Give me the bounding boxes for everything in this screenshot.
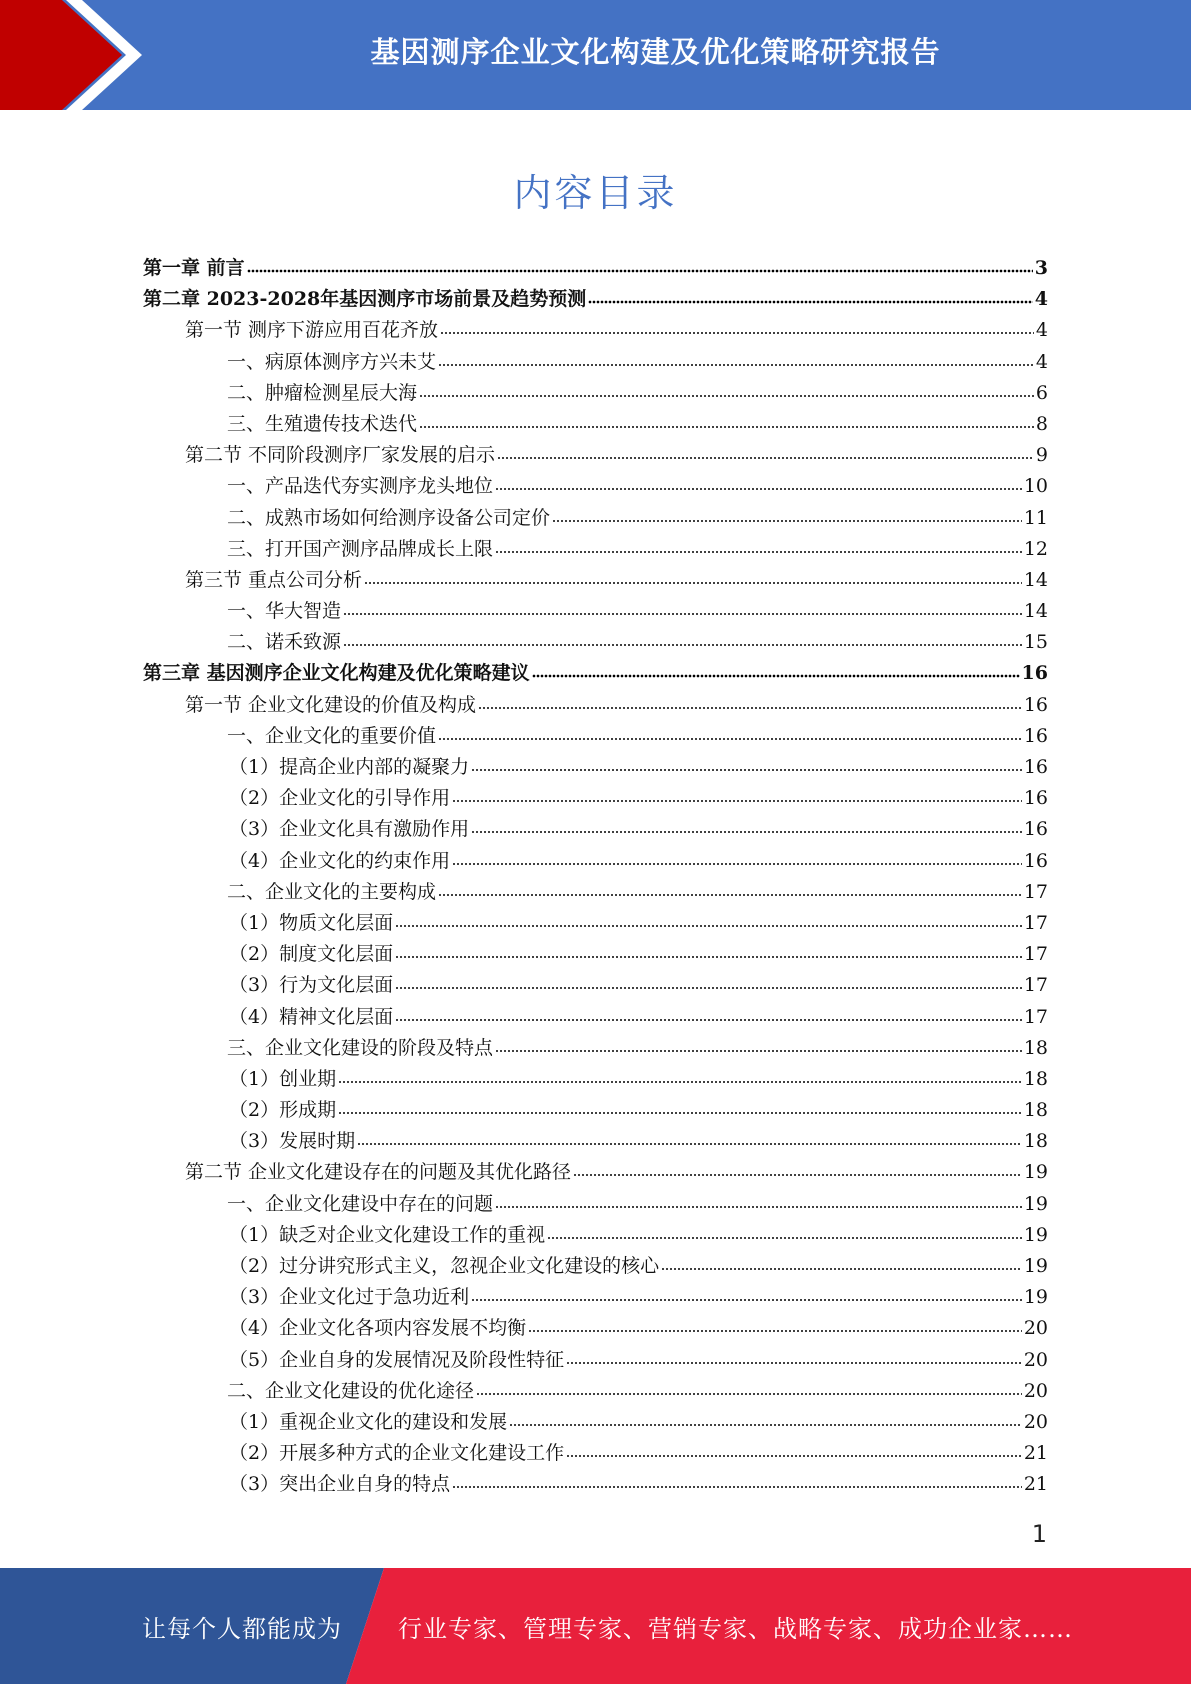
toc-entry-page: 20 xyxy=(1023,1410,1048,1433)
toc-entry[interactable] xyxy=(143,471,1048,502)
toc-entry-page: 6 xyxy=(1035,381,1048,404)
toc-entry-page: 20 xyxy=(1023,1317,1048,1340)
toc-entry[interactable] xyxy=(143,347,1048,378)
toc-entry[interactable] xyxy=(143,1033,1048,1064)
toc-entry-label: 二、成熟市场如何给测序设备公司定价 xyxy=(227,506,551,529)
toc-entry-page: 19 xyxy=(1023,1223,1048,1246)
footer-slogan-right: 行业专家、管理专家、营销专家、战略专家、成功企业家…… xyxy=(398,1614,1073,1643)
toc-entry-label: （1）物质文化层面 xyxy=(229,911,394,934)
toc-entry-label: 第一章 前言 xyxy=(143,257,245,279)
toc-entry-page: 16 xyxy=(1023,818,1048,841)
toc-entry-page: 16 xyxy=(1023,756,1048,778)
toc-entry-label: 第三章 基因测序企业文化构建及优化策略建议 xyxy=(143,662,530,685)
toc-entry[interactable] xyxy=(143,503,1048,534)
toc-entry[interactable] xyxy=(143,409,1048,440)
toc-entry-label: 一、企业文化的重要价值 xyxy=(227,724,437,747)
toc-entry[interactable] xyxy=(143,814,1048,845)
toc-entry[interactable] xyxy=(143,1157,1048,1188)
dot-leader xyxy=(419,380,1034,399)
toc-entry-page: 19 xyxy=(1023,1255,1048,1277)
toc-entry-page: 19 xyxy=(1023,1192,1048,1215)
toc-entry[interactable] xyxy=(143,596,1048,627)
dot-leader xyxy=(440,317,1034,336)
toc-entry-label: 第二节 企业文化建设存在的问题及其优化路径 xyxy=(185,1161,572,1184)
dot-leader xyxy=(395,1004,1022,1023)
toc-entry-label: 三、生殖遗传技术迭代 xyxy=(227,412,418,435)
dot-leader xyxy=(495,473,1022,492)
toc-entry-page: 16 xyxy=(1023,693,1048,716)
toc-entry[interactable] xyxy=(143,721,1048,752)
toc-entry-page: 17 xyxy=(1023,943,1048,966)
dot-leader xyxy=(395,972,1022,991)
toc-entry-page: 16 xyxy=(1023,849,1048,872)
dot-leader xyxy=(452,785,1022,804)
dot-leader xyxy=(471,816,1022,835)
footer-slogan-left: 让每个人都能成为 xyxy=(142,1614,342,1643)
toc-entry[interactable] xyxy=(143,970,1048,1001)
dot-leader xyxy=(343,629,1022,648)
toc-entry[interactable] xyxy=(143,440,1048,471)
toc-entry[interactable] xyxy=(143,1251,1048,1282)
toc-entry-label: （2）过分讲究形式主义，忽视企业文化建设的核心 xyxy=(229,1255,660,1277)
toc-entry[interactable] xyxy=(143,1313,1048,1344)
toc-entry-label: 一、病原体测序方兴未艾 xyxy=(227,350,437,373)
dot-leader xyxy=(497,442,1034,461)
dot-leader xyxy=(588,286,1033,305)
toc-entry-page: 17 xyxy=(1023,974,1048,997)
dot-leader xyxy=(476,1378,1022,1397)
toc-entry[interactable] xyxy=(143,1469,1048,1500)
toc-entry-label: （2）形成期 xyxy=(229,1099,337,1122)
toc-entry-page: 4 xyxy=(1035,350,1048,373)
dot-leader xyxy=(438,349,1034,368)
dot-leader xyxy=(547,1222,1022,1241)
toc-entry[interactable] xyxy=(143,1407,1048,1438)
toc-entry-label: 第二章 2023-2028年基因测序市场前景及趋势预测 xyxy=(143,288,587,311)
toc-entry-label: （1）缺乏对企业文化建设工作的重视 xyxy=(229,1223,546,1246)
toc-entry-page: 18 xyxy=(1023,1067,1048,1090)
toc-entry[interactable] xyxy=(143,565,1048,596)
toc-entry[interactable] xyxy=(143,1438,1048,1469)
toc-entry-label: （3）发展时期 xyxy=(229,1130,356,1153)
toc-entry[interactable] xyxy=(143,1376,1048,1407)
dot-leader xyxy=(338,1097,1022,1116)
dot-leader xyxy=(552,505,1022,524)
report-title: 基因测序企业文化构建及优化策略研究报告 xyxy=(370,34,941,69)
dot-leader xyxy=(495,1035,1022,1054)
toc-entry[interactable] xyxy=(143,877,1048,908)
toc-entry-page: 17 xyxy=(1023,911,1048,934)
toc-entry-label: （1）创业期 xyxy=(229,1067,337,1090)
toc-title: 内容目录 xyxy=(513,171,678,215)
toc-entry-label: （2）企业文化的引导作用 xyxy=(229,787,451,810)
toc-entry-label: （1）重视企业文化的建设和发展 xyxy=(229,1410,508,1433)
toc-entry-label: （4）企业文化各项内容发展不均衡 xyxy=(229,1317,527,1340)
dot-leader xyxy=(471,754,1022,773)
toc-entry[interactable] xyxy=(143,908,1048,939)
toc-entry-label: 三、企业文化建设的阶段及特点 xyxy=(227,1036,494,1059)
toc-entry-label: 一、企业文化建设中存在的问题 xyxy=(227,1192,494,1215)
toc-entry-label: 第三节 重点公司分析 xyxy=(185,568,363,591)
toc-entry-label: 二、肿瘤检测星辰大海 xyxy=(227,381,418,404)
toc-entry[interactable] xyxy=(143,752,1048,783)
toc-entry-label: 二、诺禾致源 xyxy=(227,631,342,654)
toc-entry-label: （3）突出企业自身的特点 xyxy=(229,1473,451,1496)
dot-leader xyxy=(364,567,1022,586)
toc-entry-label: （1）提高企业内部的凝聚力 xyxy=(229,756,470,778)
toc-entry-page: 4 xyxy=(1034,288,1048,311)
toc-entry-label: 二、企业文化建设的优化途径 xyxy=(227,1379,475,1402)
toc-entry-page: 9 xyxy=(1035,444,1048,467)
toc-entry-label: 一、产品迭代夯实测序龙头地位 xyxy=(227,475,494,498)
toc-entry-label: 三、打开国产测序品牌成长上限 xyxy=(227,537,494,560)
toc-entry-page: 8 xyxy=(1035,412,1048,435)
toc-entry[interactable] xyxy=(143,939,1048,970)
dot-leader xyxy=(495,1191,1022,1210)
toc-entry-label: 第二节 不同阶段测序厂家发展的启示 xyxy=(185,444,496,467)
toc-entry-page: 14 xyxy=(1023,568,1048,591)
toc-entry-page: 19 xyxy=(1023,1286,1048,1309)
toc-entry-label: （4）精神文化层面 xyxy=(229,1005,394,1028)
toc-entry-label: 二、企业文化的主要构成 xyxy=(227,880,437,903)
toc-entry[interactable] xyxy=(143,1126,1048,1157)
dot-leader xyxy=(338,1066,1022,1085)
toc-entry-page: 17 xyxy=(1023,880,1048,903)
toc-entry[interactable] xyxy=(143,1345,1048,1376)
footer-band xyxy=(0,1568,1191,1684)
toc-entry[interactable] xyxy=(143,627,1048,658)
dot-leader xyxy=(661,1253,1022,1272)
dot-leader xyxy=(438,879,1022,898)
toc-entry-page: 16 xyxy=(1023,724,1048,747)
toc-entry-page: 16 xyxy=(1023,787,1048,810)
toc-entry-page: 18 xyxy=(1023,1130,1048,1153)
toc-entry-page: 3 xyxy=(1034,257,1048,279)
toc-entry-page: 16 xyxy=(1021,662,1048,685)
toc-entry[interactable] xyxy=(143,1064,1048,1095)
toc-entry[interactable] xyxy=(143,658,1048,689)
dot-leader xyxy=(452,1471,1022,1490)
header-band xyxy=(0,0,1191,110)
dot-leader xyxy=(566,1440,1022,1459)
toc-entry-page: 18 xyxy=(1023,1036,1048,1059)
dot-leader xyxy=(532,660,1020,679)
toc-entry[interactable] xyxy=(143,378,1048,409)
toc-entry-label: （3）企业文化过于急功近利 xyxy=(229,1286,470,1309)
toc-entry-page: 21 xyxy=(1023,1473,1048,1496)
toc-entry-page: 4 xyxy=(1035,319,1048,342)
toc-entry-label: （2）开展多种方式的企业文化建设工作 xyxy=(229,1442,565,1465)
page-number: 1 xyxy=(1031,1520,1047,1548)
dot-leader xyxy=(566,1347,1022,1366)
toc-entry-page: 12 xyxy=(1023,537,1048,560)
toc-entry-page: 17 xyxy=(1023,1005,1048,1028)
toc-entry-label: （5）企业自身的发展情况及阶段性特征 xyxy=(229,1348,565,1371)
toc-entry-label: （3）行为文化层面 xyxy=(229,974,394,997)
dot-leader xyxy=(247,255,1033,274)
dot-leader xyxy=(343,598,1022,617)
toc-entry-label: （3）企业文化具有激励作用 xyxy=(229,818,470,841)
toc-entry[interactable] xyxy=(143,1095,1048,1126)
dot-leader xyxy=(495,536,1022,555)
toc-entry-label: 一、华大智造 xyxy=(227,600,342,623)
toc-entry[interactable] xyxy=(143,253,1048,284)
toc-entry-page: 20 xyxy=(1023,1379,1048,1402)
toc-entry-page: 15 xyxy=(1023,631,1048,654)
dot-leader xyxy=(509,1409,1022,1428)
dot-leader xyxy=(528,1315,1022,1334)
toc-entry-label: 第一节 测序下游应用百花齐放 xyxy=(185,319,439,342)
dot-leader xyxy=(452,848,1022,867)
toc-entry[interactable] xyxy=(143,1282,1048,1313)
dot-leader xyxy=(438,723,1022,742)
table-of-contents xyxy=(143,253,1048,1501)
dot-leader xyxy=(471,1284,1022,1303)
toc-entry-page: 20 xyxy=(1023,1348,1048,1371)
toc-entry[interactable] xyxy=(143,690,1048,721)
toc-entry[interactable] xyxy=(143,1002,1048,1033)
toc-entry-page: 19 xyxy=(1023,1161,1048,1184)
toc-entry-page: 11 xyxy=(1023,506,1048,529)
dot-leader xyxy=(357,1128,1022,1147)
toc-entry[interactable] xyxy=(143,1220,1048,1251)
dot-leader xyxy=(395,910,1022,929)
dot-leader xyxy=(395,941,1022,960)
toc-entry-label: （2）制度文化层面 xyxy=(229,943,394,966)
dot-leader xyxy=(573,1159,1022,1178)
dot-leader xyxy=(419,411,1034,430)
toc-entry[interactable] xyxy=(143,315,1048,346)
toc-entry-page: 14 xyxy=(1023,600,1048,623)
toc-entry-label: 第一节 企业文化建设的价值及构成 xyxy=(185,693,477,716)
toc-entry[interactable] xyxy=(143,846,1048,877)
toc-entry-page: 21 xyxy=(1023,1442,1048,1465)
dot-leader xyxy=(478,692,1022,711)
toc-entry[interactable] xyxy=(143,284,1048,315)
toc-entry-page: 18 xyxy=(1023,1099,1048,1122)
toc-entry[interactable] xyxy=(143,1189,1048,1220)
toc-entry[interactable] xyxy=(143,783,1048,814)
chevron-arrow-icon xyxy=(0,0,160,110)
toc-entry-page: 10 xyxy=(1023,475,1048,498)
toc-entry-label: （4）企业文化的约束作用 xyxy=(229,849,451,872)
toc-entry[interactable] xyxy=(143,534,1048,565)
